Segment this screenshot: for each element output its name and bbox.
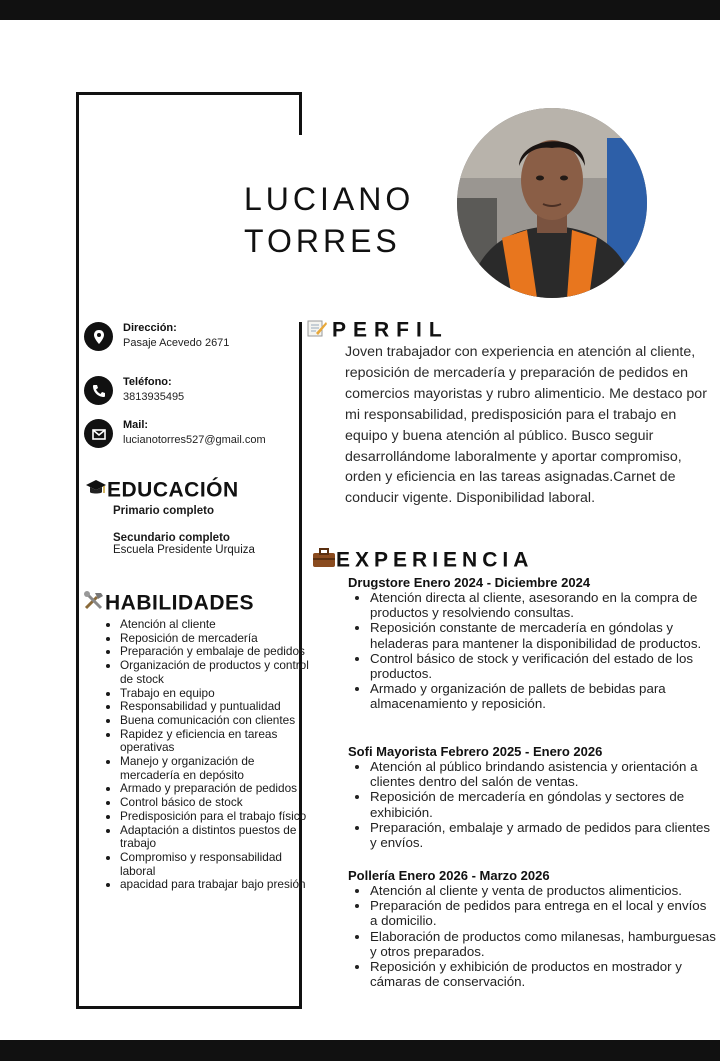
job-entry <box>348 744 716 850</box>
skill-item: • Buena comunicación con clientes <box>120 714 310 728</box>
phone-icon <box>84 376 113 405</box>
job-heading: Drugstore Enero 2024 - Diciembre 2024 <box>348 575 591 590</box>
skill-item: • Atención al cliente <box>120 618 310 632</box>
contact-mail <box>84 419 294 453</box>
phone-value: 3813935495 <box>123 391 185 403</box>
top-black-bar <box>0 0 720 20</box>
profile-title <box>306 318 449 344</box>
skill-item: • Compromiso y responsabilidad laboral <box>120 851 310 878</box>
frame-border-notch <box>299 92 302 135</box>
job-bullet: • Preparación de pedidos para entrega en el local y envíos a domicilio. <box>370 898 716 928</box>
education-school: Escuela Presidente Urquiza <box>113 544 255 556</box>
address-value: Pasaje Acevedo 2671 <box>123 337 230 349</box>
skill-item: • Armado y preparación de pedidos <box>120 782 310 796</box>
first-name: LUCIANO <box>244 181 415 217</box>
skill-item: • Preparación y embalaje de pedidos <box>120 645 310 659</box>
mail-icon <box>84 419 113 448</box>
mail-label: Mail: <box>123 419 149 431</box>
job-entry <box>348 868 716 989</box>
job-bullet: • Reposición constante de mercadería en góndolas y heladeras para mantener la disponibilidad de productos. <box>370 620 716 650</box>
skill-item: • Predisposición para el trabajo físico <box>120 810 310 824</box>
job-heading: Pollería Enero 2026 - Marzo 2026 <box>348 868 550 883</box>
frame-border-bottom <box>76 1006 302 1009</box>
phone-label: Teléfono: <box>123 376 172 388</box>
skill-item: • Control básico de stock <box>120 796 310 810</box>
job-bullet: • Atención directa al cliente, asesorando en la compra de productos y resolviendo consultas. <box>370 590 716 620</box>
education-item <box>113 505 214 517</box>
memo-pencil-icon <box>306 318 328 344</box>
job-bullet: • Preparación, embalaje y armado de pedidos para clientes y envíos. <box>370 820 716 850</box>
experience-title <box>312 548 533 574</box>
job-bullets <box>348 759 716 850</box>
education-title-text: EDUCACIÓN <box>107 478 239 502</box>
job-bullets <box>348 590 716 712</box>
job-bullet: • Elaboración de productos como milanesas, hamburguesas y otros preparados. <box>370 929 716 959</box>
frame-border-left <box>76 92 79 1009</box>
last-name: TORRES <box>244 223 401 259</box>
experience-title-text: EXPERIENCIA <box>336 548 534 572</box>
education-level: Primario completo <box>113 505 214 517</box>
briefcase-icon <box>312 548 336 574</box>
skills-title-text: HABILIDADES <box>105 591 255 615</box>
job-bullet: • Armado y organización de pallets de bebidas para almacenamiento y reposición. <box>370 681 716 711</box>
education-level: Secundario completo <box>113 532 230 544</box>
skill-item: • Adaptación a distintos puestos de trabajo <box>120 824 310 851</box>
tools-icon <box>83 591 105 617</box>
job-heading: Sofi Mayorista Febrero 2025 - Enero 2026 <box>348 744 603 759</box>
skill-item: • Manejo y organización de mercadería en depósito <box>120 755 310 782</box>
mail-value: lucianotorres527@gmail.com <box>123 434 266 446</box>
skills-title <box>83 591 254 617</box>
frame-border-top <box>76 92 302 95</box>
job-bullet: • Reposición y exhibición de productos en mostrador y cámaras de conservación. <box>370 959 716 989</box>
contact-phone <box>84 376 294 410</box>
education-title <box>85 478 239 504</box>
skill-item: • Reposición de mercadería <box>120 632 310 646</box>
graduation-cap-icon <box>85 478 107 504</box>
candidate-name <box>244 178 444 262</box>
job-bullet: • Atención al cliente y venta de productos alimenticios. <box>370 883 716 898</box>
location-pin-icon <box>84 322 113 351</box>
education-item <box>113 532 255 556</box>
job-bullet: • Control básico de stock y verificación del estado de los productos. <box>370 651 716 681</box>
skill-item: • Organización de productos y control de stock <box>120 659 310 686</box>
job-bullet: • Reposición de mercadería en góndolas y sectores de exhibición. <box>370 789 716 819</box>
profile-photo-illustration <box>457 108 647 298</box>
skill-item: • apacidad para trabajar bajo presión <box>120 878 310 892</box>
skill-item: • Responsabilidad y puntualidad <box>120 700 310 714</box>
bottom-black-bar <box>0 1040 720 1061</box>
address-label: Dirección: <box>123 322 177 334</box>
profile-text: Joven trabajador con experiencia en atención al cliente, reposición de mercadería y preparación de pedidos en comercios mayoristas y rubro alimenticio. Me destaco por mi responsabilidad, predisposición para el trabajo en equipo y buena atención al público. Busco seguir desarrollándome laboralmente y aportar compromiso, orden y eficiencia en las tareas asignadas.Carnet de conducir vigente. Disponibilidad laboral. <box>345 344 707 507</box>
job-entry <box>348 575 716 712</box>
contact-address <box>84 322 294 356</box>
job-bullets <box>348 883 716 989</box>
job-bullet: • Atención al público brindando asistencia y orientación a clientes dentro del salón de ventas. <box>370 759 716 789</box>
profile-photo <box>457 108 647 298</box>
skill-item: • Rapidez y eficiencia en tareas operativas <box>120 728 310 755</box>
profile-title-text: PERFIL <box>332 318 449 342</box>
skill-item: • Trabajo en equipo <box>120 687 310 701</box>
skills-list <box>104 618 310 892</box>
